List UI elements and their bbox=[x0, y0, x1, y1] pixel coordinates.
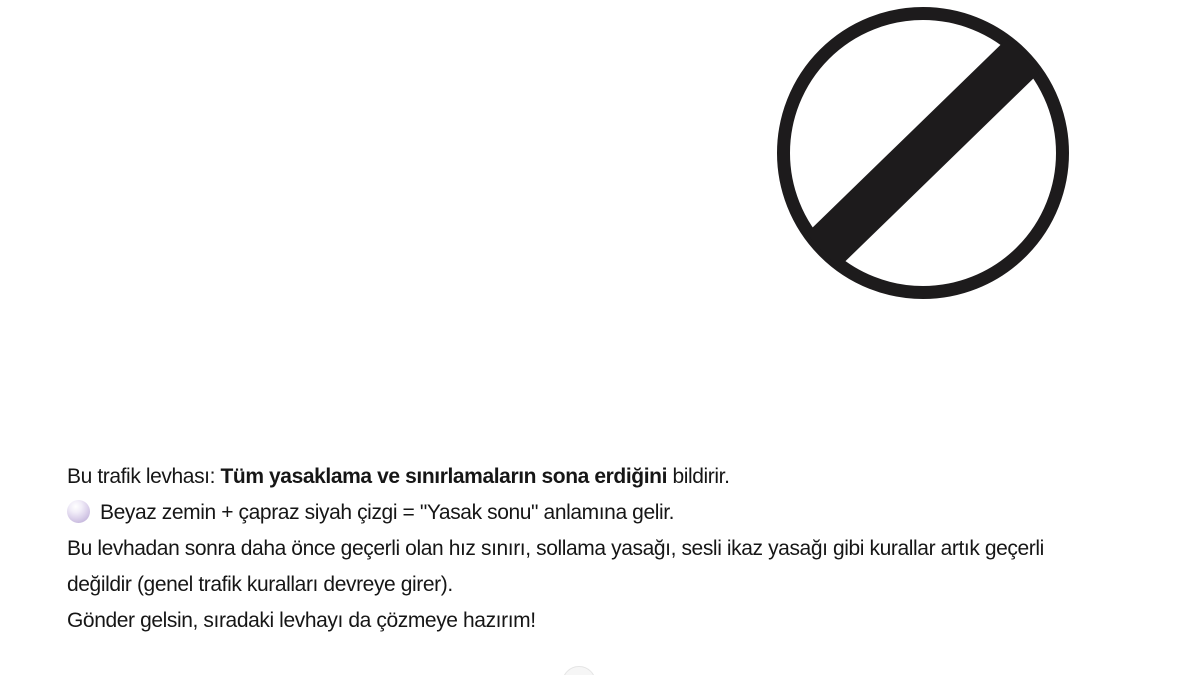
intro-prefix: Bu trafik levhası: bbox=[67, 465, 221, 488]
bullet-text: Beyaz zemin + çapraz siyah çizgi = "Yasak sonu" anlamına gelir. bbox=[100, 501, 675, 524]
white-circle-emoji bbox=[67, 500, 90, 523]
scroll-to-bottom-button[interactable] bbox=[562, 666, 596, 675]
end-of-restrictions-sign-graphic bbox=[777, 7, 1069, 299]
assistant-message bbox=[67, 459, 1197, 639]
explanation-paragraph bbox=[67, 531, 1197, 603]
end-of-restrictions-sign-image[interactable] bbox=[777, 7, 1069, 299]
bullet-line bbox=[67, 495, 1197, 531]
sign-meaning-line bbox=[67, 459, 1197, 495]
explanation-line-2: değildir (genel trafik kuralları devreye girer). bbox=[67, 573, 453, 596]
closing-line: Gönder gelsin, sıradaki levhayı da çözmeye hazırım! bbox=[67, 609, 536, 632]
intro-bold-text: Tüm yasaklama ve sınırlamaların sona erdiğini bbox=[220, 465, 668, 488]
sign-diagonal-bar bbox=[816, 49, 1030, 257]
explanation-line-1: Bu levhadan sonra daha önce geçerli olan hız sınırı, sollama yasağı, sesli ikaz yasağı gibi kurallar artık geçerli bbox=[67, 537, 1044, 560]
intro-suffix: bildirir. bbox=[667, 465, 730, 488]
